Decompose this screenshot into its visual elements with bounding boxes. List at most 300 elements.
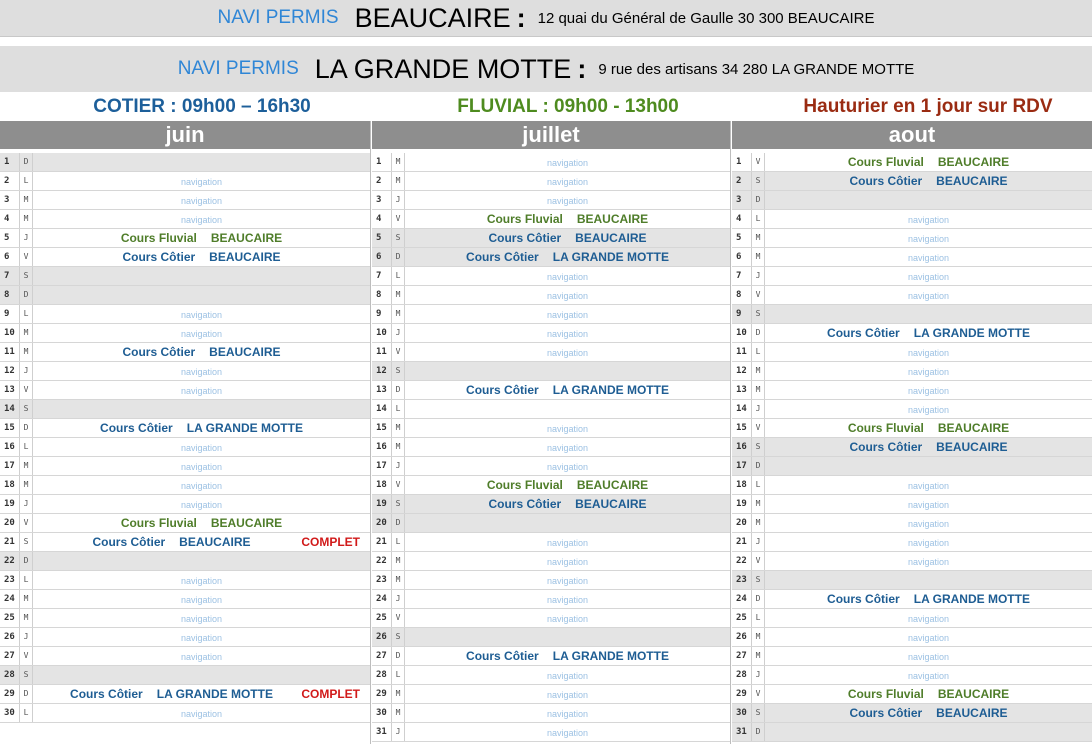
course-label: [122, 345, 280, 359]
day-letter: V: [752, 153, 765, 171]
day-row: [0, 476, 370, 495]
day-letter: L: [392, 666, 405, 684]
day-event: [33, 191, 370, 209]
day-event: [765, 552, 1092, 570]
day-row: [0, 191, 370, 210]
navigation-label: navigation: [546, 310, 589, 320]
day-letter: J: [20, 229, 33, 247]
day-event: [33, 419, 370, 437]
day-letter: J: [20, 362, 33, 380]
day-event: [765, 628, 1092, 646]
day-letter: V: [752, 286, 765, 304]
day-event: [765, 723, 1092, 741]
navigation-label: navigation: [907, 234, 950, 244]
day-number: 17: [0, 457, 20, 475]
day-letter: S: [20, 533, 33, 551]
day-letter: V: [392, 343, 405, 361]
navigation-label: navigation: [180, 462, 223, 472]
day-letter: L: [20, 438, 33, 456]
day-letter: S: [752, 305, 765, 323]
day-number: 18: [372, 476, 392, 494]
day-row: [732, 533, 1092, 552]
day-event: [765, 457, 1092, 475]
day-row: [0, 248, 370, 267]
day-letter: S: [392, 362, 405, 380]
navigation-label: navigation: [546, 728, 589, 738]
navigation-label: navigation: [180, 386, 223, 396]
day-row: [0, 324, 370, 343]
day-row: [0, 457, 370, 476]
day-event: [33, 571, 370, 589]
day-event: [765, 647, 1092, 665]
day-row: [0, 495, 370, 514]
day-letter: L: [20, 305, 33, 323]
day-event: [405, 324, 730, 342]
course-label: [849, 440, 1007, 454]
day-number: 23: [372, 571, 392, 589]
navigation-label: navigation: [546, 595, 589, 605]
day-number: 22: [732, 552, 752, 570]
day-row: [372, 286, 730, 305]
day-row: [372, 210, 730, 229]
schedule-fluvial: FLUVIAL : 09h00 - 13h00: [457, 95, 679, 117]
day-event: [33, 609, 370, 627]
schedule-cotier: COTIER : 09h00 – 16h30: [93, 95, 311, 117]
day-row: [372, 229, 730, 248]
navigation-label: navigation: [546, 614, 589, 624]
course-type: Cours Côtier: [488, 497, 562, 511]
navigation-label: navigation: [546, 690, 589, 700]
course-location: BEAUCAIRE: [936, 706, 1008, 720]
course-label: [100, 421, 303, 435]
day-event: [405, 172, 730, 190]
day-letter: S: [392, 628, 405, 646]
day-number: 4: [732, 210, 752, 228]
course-label: [827, 592, 1030, 606]
day-row: [372, 400, 730, 419]
day-row: [0, 343, 370, 362]
day-row: [372, 552, 730, 571]
navigation-label: navigation: [546, 443, 589, 453]
day-letter: S: [392, 495, 405, 513]
day-number: 26: [732, 628, 752, 646]
day-number: 13: [372, 381, 392, 399]
day-row: [372, 628, 730, 647]
day-event: [765, 324, 1092, 342]
day-letter: J: [392, 324, 405, 342]
day-number: 22: [0, 552, 20, 570]
address: 9 rue des artisans 34 280 LA GRANDE MOTTE: [598, 60, 915, 78]
day-number: 26: [372, 628, 392, 646]
navigation-label: navigation: [907, 557, 950, 567]
course-type: Cours Fluvial: [847, 421, 924, 435]
day-row: [732, 495, 1092, 514]
day-event: [765, 267, 1092, 285]
course-type: Cours Côtier: [92, 535, 166, 549]
day-letter: M: [392, 172, 405, 190]
day-event: [765, 381, 1092, 399]
navigation-label: navigation: [180, 614, 223, 624]
course-location: BEAUCAIRE: [210, 516, 283, 530]
navigation-label: navigation: [907, 614, 950, 624]
course-type: Cours Côtier: [122, 250, 196, 264]
day-letter: V: [20, 514, 33, 532]
day-number: 25: [372, 609, 392, 627]
day-row: [0, 571, 370, 590]
day-event: [765, 666, 1092, 684]
day-number: 17: [372, 457, 392, 475]
navigation-label: navigation: [907, 272, 950, 282]
divider: [0, 36, 1092, 37]
day-row: [732, 286, 1092, 305]
day-row: [732, 476, 1092, 495]
day-event: [765, 305, 1092, 323]
navigation-label: navigation: [907, 291, 950, 301]
day-event: [405, 704, 730, 722]
brand-name: NAVI PERMIS: [177, 58, 299, 79]
day-event: [405, 685, 730, 703]
day-letter: S: [752, 704, 765, 722]
day-number: 10: [732, 324, 752, 342]
month-column-aout: [732, 153, 1092, 742]
day-letter: L: [392, 267, 405, 285]
day-number: 24: [0, 590, 20, 608]
day-letter: L: [392, 533, 405, 551]
course-type: Cours Côtier: [466, 383, 539, 397]
day-number: 18: [732, 476, 752, 494]
navigation-label: navigation: [907, 215, 950, 225]
day-row: [372, 590, 730, 609]
day-event: [405, 647, 730, 665]
navigation-label: navigation: [546, 196, 589, 206]
day-number: 3: [372, 191, 392, 209]
day-row: [732, 666, 1092, 685]
day-letter: M: [392, 153, 405, 171]
day-event: [405, 248, 730, 266]
day-event: [33, 153, 370, 171]
navigation-label: navigation: [546, 462, 589, 472]
day-number: 15: [0, 419, 20, 437]
day-row: [372, 191, 730, 210]
day-number: 29: [732, 685, 752, 703]
day-event: [33, 495, 370, 513]
course-type: Cours Fluvial: [847, 687, 924, 701]
day-event: [765, 590, 1092, 608]
navigation-label: navigation: [907, 671, 950, 681]
course-type: Cours Fluvial: [486, 212, 563, 226]
day-event: [405, 286, 730, 304]
day-number: 23: [0, 571, 20, 589]
day-event: [405, 495, 730, 513]
course-location: LA GRANDE MOTTE: [552, 250, 669, 264]
day-row: [372, 666, 730, 685]
day-letter: D: [752, 324, 765, 342]
day-number: 28: [372, 666, 392, 684]
navigation-label: navigation: [180, 633, 223, 643]
day-row: [372, 267, 730, 286]
address: 12 quai du Général de Gaulle 30 300 BEAUCAIRE: [537, 9, 875, 27]
day-row: [732, 343, 1092, 362]
navigation-label: navigation: [180, 196, 223, 206]
day-event: [765, 400, 1092, 418]
day-row: [732, 438, 1092, 457]
course-location: BEAUCAIRE: [210, 231, 283, 245]
day-event: [765, 286, 1092, 304]
day-letter: S: [752, 571, 765, 589]
navigation-label: navigation: [546, 177, 589, 187]
city-name: BEAUCAIRE: [354, 2, 511, 33]
navigation-label: navigation: [546, 158, 589, 168]
day-row: [732, 571, 1092, 590]
day-event: [765, 210, 1092, 228]
course-type: Cours Côtier: [466, 250, 539, 264]
day-event: [33, 400, 370, 418]
day-number: 19: [0, 495, 20, 513]
day-number: 5: [732, 229, 752, 247]
day-letter: M: [392, 704, 405, 722]
course-type: Cours Fluvial: [486, 478, 563, 492]
day-number: 6: [0, 248, 20, 266]
day-number: 14: [372, 400, 392, 418]
day-letter: J: [20, 628, 33, 646]
day-letter: L: [752, 343, 765, 361]
column-divider: [730, 121, 731, 744]
day-row: [372, 514, 730, 533]
day-event: [33, 343, 370, 361]
day-letter: J: [392, 590, 405, 608]
day-event: [33, 476, 370, 494]
day-number: 5: [372, 229, 392, 247]
day-number: 24: [372, 590, 392, 608]
course-label: [466, 649, 669, 663]
schedule-hauturier: Hauturier en 1 jour sur RDV: [803, 95, 1053, 117]
complet-badge: COMPLET: [301, 687, 360, 701]
day-letter: L: [752, 609, 765, 627]
day-letter: J: [392, 191, 405, 209]
course-location: BEAUCAIRE: [937, 687, 1010, 701]
day-number: 25: [0, 609, 20, 627]
day-event: [33, 324, 370, 342]
day-row: [732, 229, 1092, 248]
day-row: [0, 590, 370, 609]
day-number: 20: [0, 514, 20, 532]
course-type: Cours Côtier: [122, 345, 196, 359]
day-event: [405, 552, 730, 570]
day-event: [405, 210, 730, 228]
day-row: [732, 552, 1092, 571]
navigation-label: navigation: [546, 272, 589, 282]
day-number: 6: [732, 248, 752, 266]
navigation-label: navigation: [907, 481, 950, 491]
day-event: [33, 267, 370, 285]
day-row: [372, 172, 730, 191]
day-letter: S: [392, 229, 405, 247]
navigation-label: navigation: [180, 481, 223, 491]
navigation-label: navigation: [180, 215, 223, 225]
navigation-label: navigation: [180, 595, 223, 605]
day-number: 1: [372, 153, 392, 171]
course-label: [92, 535, 250, 549]
course-label: [827, 326, 1030, 340]
navigation-label: navigation: [546, 348, 589, 358]
day-event: [33, 514, 370, 532]
day-row: [0, 286, 370, 305]
day-row: [732, 628, 1092, 647]
day-row: [0, 419, 370, 438]
day-number: 12: [732, 362, 752, 380]
navigation-label: navigation: [907, 386, 950, 396]
navigation-label: navigation: [546, 424, 589, 434]
day-letter: L: [20, 571, 33, 589]
navigation-label: navigation: [180, 329, 223, 339]
day-number: 18: [0, 476, 20, 494]
day-row: [732, 210, 1092, 229]
day-number: 27: [0, 647, 20, 665]
city-name: LA GRANDE MOTTE: [314, 53, 572, 84]
day-letter: M: [20, 324, 33, 342]
day-event: [33, 457, 370, 475]
day-number: 27: [372, 647, 392, 665]
day-row: [372, 343, 730, 362]
day-number: 28: [732, 666, 752, 684]
day-letter: M: [392, 286, 405, 304]
course-label: [488, 497, 646, 511]
navigation-label: navigation: [180, 310, 223, 320]
day-event: [405, 343, 730, 361]
navigation-label: navigation: [546, 576, 589, 586]
day-event: [405, 438, 730, 456]
navigation-label: navigation: [546, 538, 589, 548]
course-location: BEAUCAIRE: [179, 535, 251, 549]
day-row: [732, 305, 1092, 324]
day-event: [765, 191, 1092, 209]
day-letter: V: [752, 552, 765, 570]
day-row: [732, 590, 1092, 609]
day-event: [33, 704, 370, 722]
day-event: [33, 286, 370, 304]
day-letter: J: [752, 400, 765, 418]
day-letter: M: [392, 438, 405, 456]
day-event: [405, 590, 730, 608]
course-label: [488, 231, 646, 245]
navigation-label: navigation: [546, 329, 589, 339]
day-number: 8: [0, 286, 20, 304]
course-type: Cours Côtier: [849, 706, 923, 720]
day-letter: M: [752, 229, 765, 247]
course-type: Cours Fluvial: [120, 516, 197, 530]
day-number: 23: [732, 571, 752, 589]
day-letter: M: [20, 210, 33, 228]
day-number: 31: [372, 723, 392, 741]
day-number: 30: [0, 704, 20, 722]
day-letter: J: [20, 495, 33, 513]
day-letter: M: [392, 552, 405, 570]
day-event: [765, 248, 1092, 266]
navigation-label: navigation: [180, 576, 223, 586]
navigation-label: navigation: [180, 500, 223, 510]
day-letter: M: [20, 457, 33, 475]
colon: :: [516, 2, 526, 33]
day-letter: M: [20, 343, 33, 361]
day-letter: D: [392, 381, 405, 399]
day-number: 26: [0, 628, 20, 646]
day-number: 20: [732, 514, 752, 532]
month-header-juillet: juillet: [372, 121, 730, 149]
day-letter: M: [20, 476, 33, 494]
day-number: 29: [0, 685, 20, 703]
day-number: 5: [0, 229, 20, 247]
day-number: 21: [732, 533, 752, 551]
day-event: [33, 628, 370, 646]
day-row: [732, 172, 1092, 191]
day-letter: M: [20, 590, 33, 608]
day-number: 16: [0, 438, 20, 456]
navigation-label: navigation: [907, 652, 950, 662]
course-location: BEAUCAIRE: [936, 174, 1008, 188]
day-letter: V: [20, 381, 33, 399]
day-number: 10: [372, 324, 392, 342]
day-event: [765, 419, 1092, 437]
day-letter: V: [20, 647, 33, 665]
day-event: [33, 362, 370, 380]
day-letter: M: [392, 685, 405, 703]
course-location: BEAUCAIRE: [209, 345, 281, 359]
day-row: [0, 438, 370, 457]
day-number: 8: [372, 286, 392, 304]
day-event: [405, 305, 730, 323]
day-number: 15: [732, 419, 752, 437]
day-event: [33, 305, 370, 323]
day-event: [33, 666, 370, 684]
day-event: [405, 381, 730, 399]
day-letter: S: [20, 400, 33, 418]
day-number: 7: [0, 267, 20, 285]
navigation-label: navigation: [180, 177, 223, 187]
course-label: [848, 421, 1009, 435]
day-number: 31: [732, 723, 752, 741]
day-row: [0, 400, 370, 419]
day-row: [372, 248, 730, 267]
day-row: [372, 419, 730, 438]
course-type: Cours Fluvial: [120, 231, 197, 245]
day-event: [33, 172, 370, 190]
day-letter: J: [752, 666, 765, 684]
day-event: [33, 438, 370, 456]
navigation-label: navigation: [907, 253, 950, 263]
brand-name: NAVI PERMIS: [217, 7, 339, 28]
day-event: [405, 419, 730, 437]
day-event: [405, 400, 730, 418]
day-row: [732, 419, 1092, 438]
day-row: [732, 267, 1092, 286]
day-number: 24: [732, 590, 752, 608]
navigation-label: navigation: [907, 367, 950, 377]
day-number: 30: [372, 704, 392, 722]
day-row: [732, 514, 1092, 533]
day-letter: L: [20, 704, 33, 722]
header-la-grande-motte: [0, 46, 1092, 92]
day-letter: D: [20, 286, 33, 304]
day-number: 2: [372, 172, 392, 190]
day-event: [765, 514, 1092, 532]
day-row: [0, 609, 370, 628]
day-row: [0, 666, 370, 685]
course-type: Cours Côtier: [849, 174, 923, 188]
day-letter: M: [752, 248, 765, 266]
day-letter: M: [752, 628, 765, 646]
day-row: [0, 381, 370, 400]
day-number: 12: [0, 362, 20, 380]
